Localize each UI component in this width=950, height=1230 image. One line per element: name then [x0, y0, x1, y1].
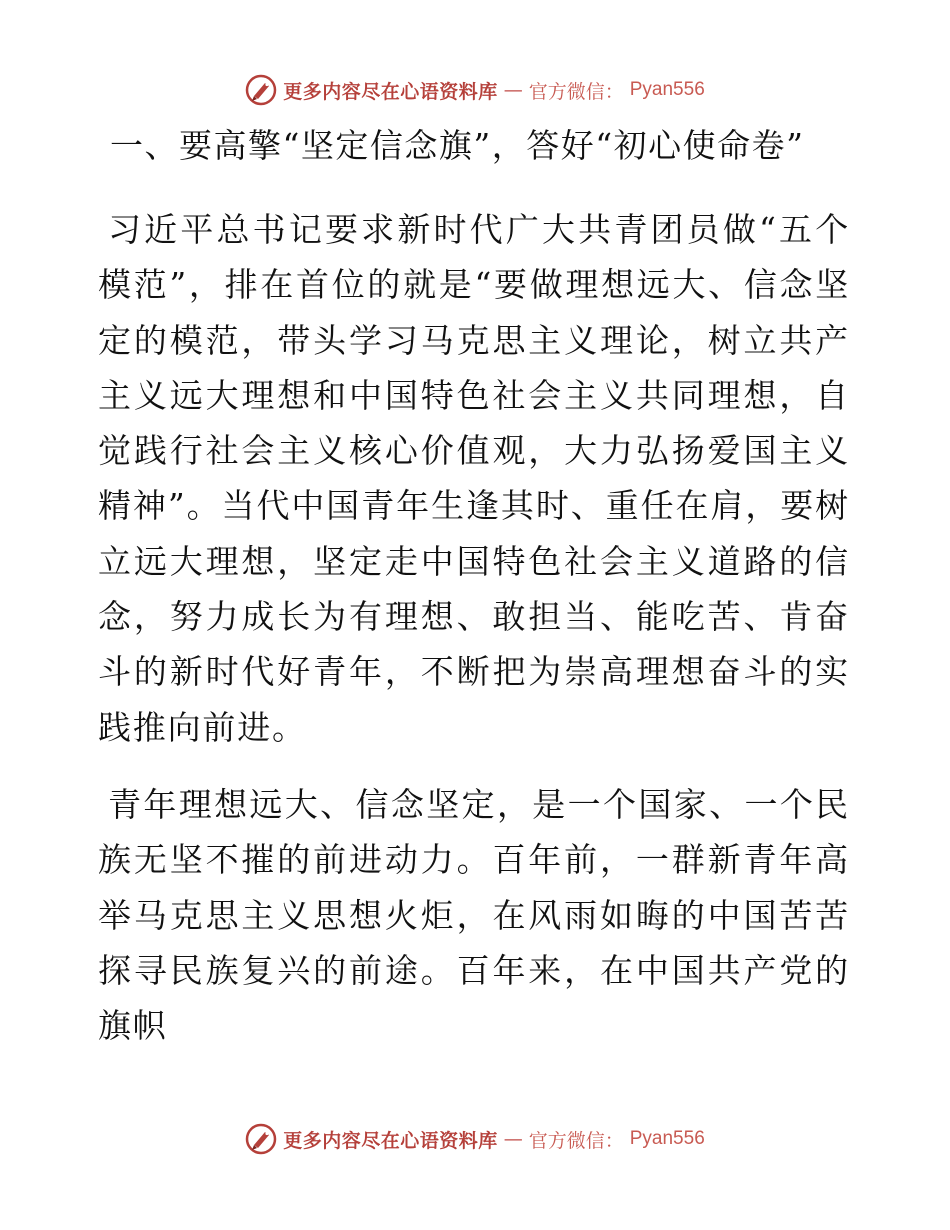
watermark-wechat-label: 官方微信：	[528, 80, 624, 103]
section-heading: 一、要高擎“坚定信念旗”，答好“初心使命卷”	[110, 126, 805, 165]
pen-logo-icon	[245, 1123, 277, 1155]
paragraph-1: 习近平总书记要求新时代广大共青团员做“五个模范”，排在首位的就是“要做理想远大、信念坚定的模范，带头学习马克思主义理论，树立共产主义远大理想和中国特色社会主义共同理想，自觉践行社会主义核心价值观，大力弘扬爱国主义精神”。当代中国青年生逢其时、重任在肩，要树立远大理想，坚定走中国特色社会主义道路的信念，努力成长为有理想、敢担当、能吃苦、肯奋斗的新时代好青年，不断把为崇高理想奋斗的实践推向前进。	[98, 210, 850, 747]
watermark-wechat-id: Pyan556	[629, 79, 705, 100]
footer-watermark	[0, 1119, 950, 1159]
watermark-dash: —	[503, 79, 523, 101]
document-body	[98, 120, 850, 1053]
header-watermark	[0, 70, 950, 110]
paragraph-2: 青年理想远大、信念坚定，是一个国家、一个民族无坚不摧的前进动力。百年前，一群新青年高举马克思主义思想火炬，在风雨如晦的中国苦苦探寻民族复兴的前途。百年来，在中国共产党的旗帜	[98, 784, 850, 1046]
pen-logo-icon	[245, 74, 277, 106]
watermark-dash: —	[503, 1128, 523, 1150]
watermark-brand-text: 更多内容尽在心语资料库	[283, 1129, 498, 1152]
watermark-wechat-label: 官方微信：	[528, 1129, 624, 1152]
watermark-wechat-id: Pyan556	[629, 1128, 705, 1149]
watermark-brand-text: 更多内容尽在心语资料库	[283, 80, 498, 103]
